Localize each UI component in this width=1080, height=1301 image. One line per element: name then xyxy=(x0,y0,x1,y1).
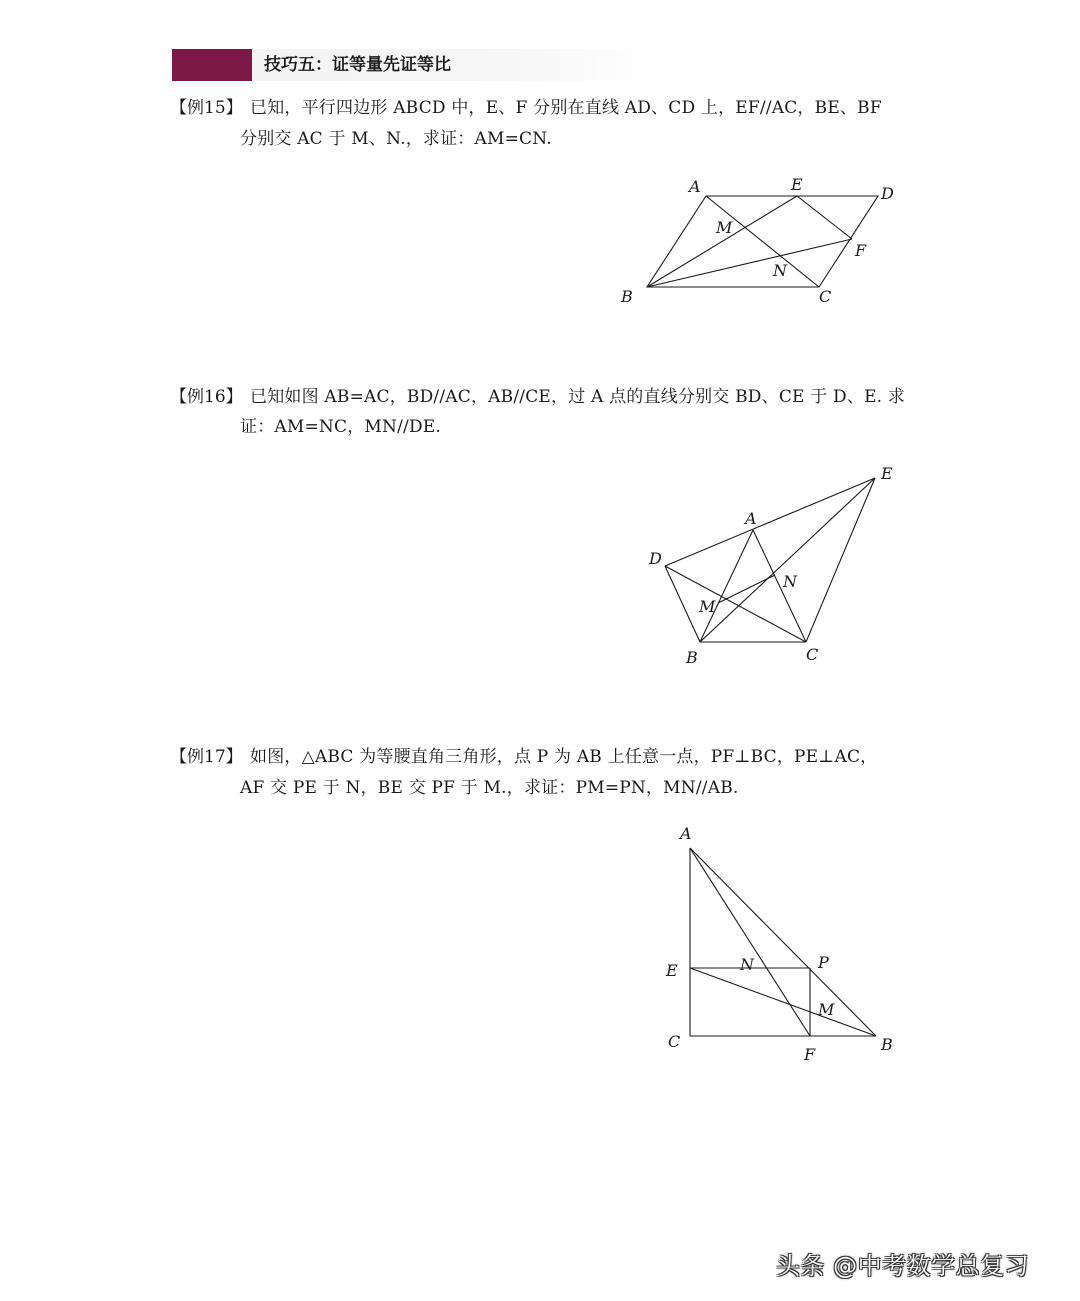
example-17-figure xyxy=(660,820,900,1070)
point-label-n: N xyxy=(740,955,754,974)
segment-ab xyxy=(700,530,753,642)
example-15-line-1: 已知，平行四边形 ABCD 中，E、F 分别在直线 AD、CD 上，EF//AC，BE、BF xyxy=(250,98,882,118)
point-label-d: D xyxy=(881,184,894,203)
example-17-line-1: 如图，△ABC 为等腰直角三角形，点 P 为 AB 上任意一点，PF⊥BC，PE⊥AC， xyxy=(250,747,878,767)
segment-bf xyxy=(647,239,852,287)
point-label-b: B xyxy=(881,1035,893,1054)
example-15-line-2: 分别交 AC 于 M、N.，求证：AM=CN. xyxy=(240,129,552,149)
example-16-line-2: 证：AM=NC，MN//DE. xyxy=(240,417,441,437)
point-label-c: C xyxy=(668,1032,681,1051)
point-label-e: E xyxy=(791,175,803,194)
segment-af xyxy=(690,848,810,1036)
point-label-a: A xyxy=(689,177,701,196)
point-label-f: F xyxy=(804,1045,816,1064)
segment-be xyxy=(700,478,875,642)
point-label-m: M xyxy=(716,218,733,237)
example-16-figure xyxy=(640,460,910,670)
point-label-a: A xyxy=(745,509,757,528)
example-16-label: 【例16】 xyxy=(170,387,243,407)
point-label-f: F xyxy=(855,241,867,260)
example-17-line-2: AF 交 PE 于 N，BE 交 PF 于 M.，求证：PM=PN，MN//AB. xyxy=(240,778,739,798)
point-label-p: P xyxy=(818,953,829,972)
section-title: 技巧五：证等量先证等比 xyxy=(264,55,451,75)
point-label-c: C xyxy=(806,645,819,664)
example-15-label: 【例15】 xyxy=(170,98,243,118)
example-15-figure xyxy=(600,170,920,320)
point-label-e: E xyxy=(881,464,893,483)
segment-ab xyxy=(690,848,876,1036)
point-label-c: C xyxy=(819,287,832,306)
point-label-a: A xyxy=(680,824,692,843)
watermark: 头条 @中考数学总复习 xyxy=(776,1252,1030,1280)
segment-ef xyxy=(797,196,852,239)
point-label-e: E xyxy=(666,961,678,980)
example-16-line-1: 已知如图 AB=AC，BD//AC，AB//CE，过 A 点的直线分别交 BD、CE 于 D、E. 求 xyxy=(250,387,906,407)
point-label-n: N xyxy=(773,261,787,280)
example-17-label: 【例17】 xyxy=(170,747,243,767)
segment-eb xyxy=(690,968,876,1036)
section-header-accent xyxy=(172,49,252,81)
point-label-m: M xyxy=(818,1000,835,1019)
segment-ac xyxy=(753,530,806,642)
segment-bd xyxy=(665,566,700,642)
point-label-b: B xyxy=(686,648,698,667)
point-label-b: B xyxy=(621,287,633,306)
point-label-d: D xyxy=(649,549,662,568)
point-label-m: M xyxy=(699,597,716,616)
point-label-n: N xyxy=(783,572,797,591)
